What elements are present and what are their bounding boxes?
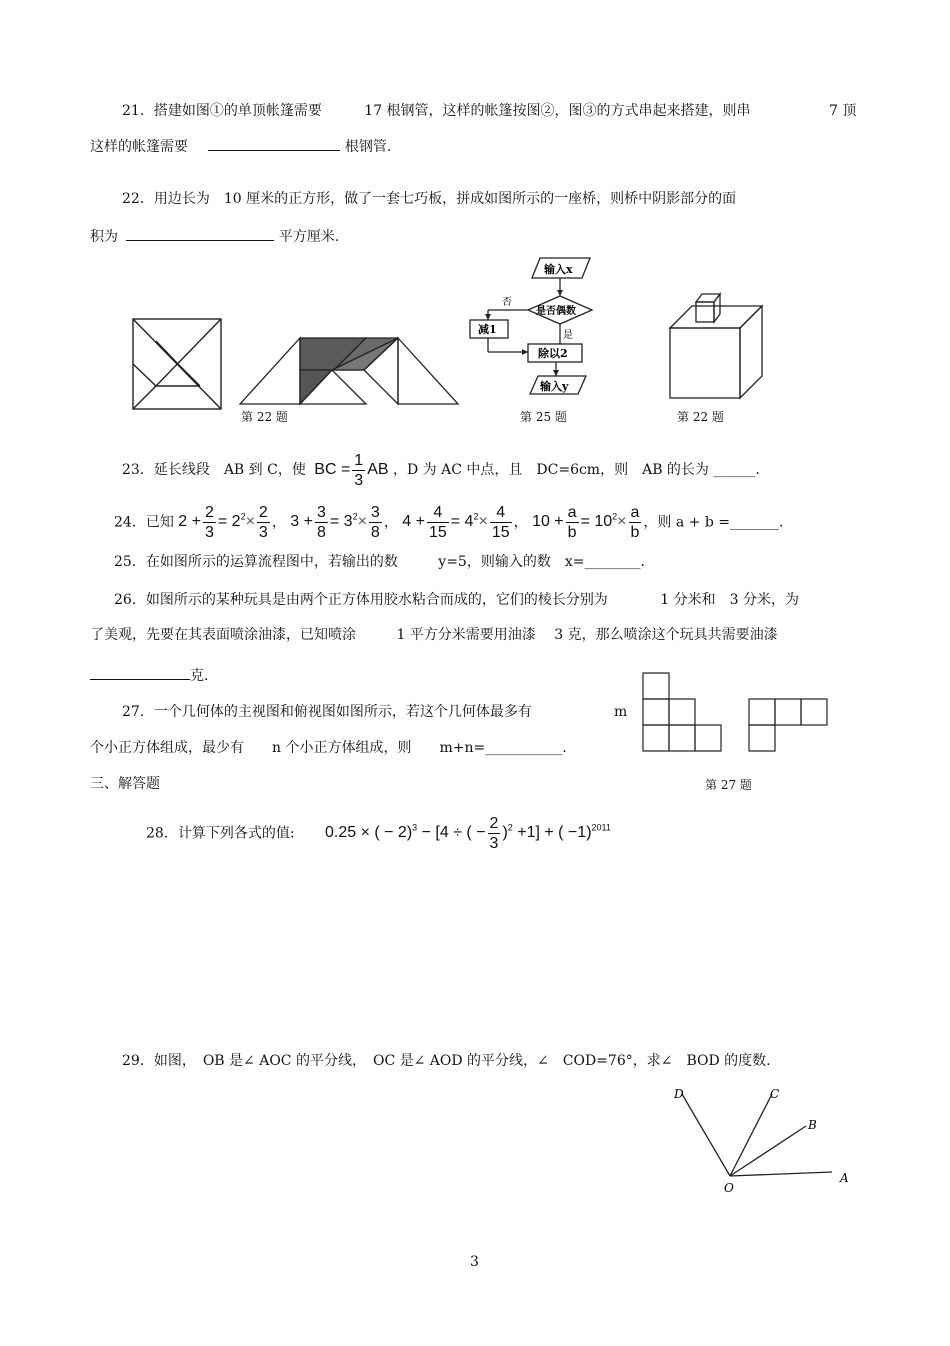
q25-text-b[interactable]: y=5，则输入的数 x=________.: [438, 554, 645, 570]
q24-t4-x: ×: [617, 513, 627, 531]
q23-answer-blank[interactable]: ______.: [713, 462, 760, 478]
q24-t1-exp: 2: [240, 512, 246, 522]
q24-t2-x: ×: [357, 513, 367, 531]
q24-sep1: ，: [271, 514, 286, 531]
q24-lead: 24．已知: [114, 514, 174, 531]
q24-t4: [532, 503, 643, 541]
q27-caption: 第 27 题: [705, 778, 752, 792]
cube-toy-figure: [668, 288, 764, 400]
q28-expr-c: ): [502, 824, 508, 842]
q24-t2: [290, 503, 384, 541]
q22-answer-blank[interactable]: [126, 226, 274, 241]
q26-line3: [90, 665, 208, 686]
q21-answer-blank[interactable]: [208, 136, 340, 151]
q28-expression: [324, 814, 611, 852]
q24-t3-b: = 4: [450, 513, 474, 531]
q23-fraction: [352, 451, 365, 490]
q24-t4-b: = 10: [580, 513, 613, 531]
q28-frac-den: 3: [489, 834, 499, 852]
bridge-caption: 第 22 题: [241, 410, 288, 424]
q24-t3-x: ×: [478, 513, 488, 531]
q24-t2-den: 8: [316, 523, 326, 541]
q23-frac-den: 3: [354, 471, 364, 489]
q23-text-b: ，D 为 AC 中点，且 DC=6cm，则 AB 的长为: [393, 462, 709, 478]
q24-t2-num: 3: [316, 503, 326, 521]
q24-t3-num2: 4: [490, 503, 512, 523]
section-heading: 三、解答题: [90, 776, 160, 792]
q22-line2: [90, 226, 339, 247]
q23-bc: BC =: [314, 461, 351, 478]
tangram-bridge-figure: [238, 336, 460, 406]
q24-t2-frac2: [369, 503, 382, 542]
q26-text-b: 1 分米和 3 分米，为: [660, 592, 799, 608]
flowchart-figure: [466, 256, 596, 406]
q28-lead: 28．计算下列各式的值:: [146, 825, 295, 842]
q24-t3: [402, 503, 513, 541]
q27-m: m: [614, 704, 628, 720]
q26-text-e: 克.: [190, 668, 209, 684]
q24-t2-exp: 2: [352, 512, 358, 522]
q26-text-a: 26．如图所示的某种玩具是由两个正方体用胶水粘合而成的，它们的棱长分别为: [114, 592, 608, 608]
q23-frac-num: 1: [354, 451, 364, 469]
flowchart-caption: 第 25 题: [520, 410, 567, 424]
q24-line: [114, 497, 783, 542]
q24-t3-a: 4 +: [402, 513, 425, 531]
top-view-figure: [748, 698, 830, 754]
q24-t1-frac2: [257, 503, 270, 542]
q26-line2: [90, 625, 778, 645]
q24-tail[interactable]: ，则 a + b =_______.: [643, 514, 784, 531]
q25-line: [114, 552, 645, 572]
q24-t1-b: = 2: [217, 513, 241, 531]
q24-t2-a: 3 +: [290, 513, 313, 531]
flow-decision-label: 是否偶数: [536, 306, 576, 317]
q21-text-a: 21．搭建如图①的单顶帐篷需要: [122, 103, 322, 119]
q27-answer-blank[interactable]: ___________.: [485, 740, 567, 756]
q24-t2-den2: 8: [370, 523, 380, 541]
q24-t1-num: 2: [204, 503, 214, 521]
q22-line1: 22．用边长为 10 厘米的正方形，做了一套七巧板，拼成如图所示的一座桥，则桥中阴影部分的面: [122, 191, 737, 207]
flow-yes-label: 是: [563, 330, 573, 341]
q24-t3-den: 15: [428, 523, 447, 541]
label-c: C: [770, 1087, 780, 1101]
q24-t4-frac2: [629, 503, 642, 542]
q25-text-a: 25．在如图所示的运算流程图中，若输出的数: [114, 554, 398, 570]
page-number: 3: [470, 1254, 479, 1270]
q23-ab: AB: [367, 461, 389, 478]
q21-line2: [90, 136, 391, 157]
q24-t4-exp: 2: [612, 512, 618, 522]
q24-t1: [178, 503, 272, 541]
cube-toy-caption: 第 22 题: [677, 410, 724, 424]
q26-line1: [114, 590, 799, 610]
q24-t2-frac1: [315, 503, 328, 542]
label-d: D: [674, 1087, 684, 1101]
q24-t3-frac2: [490, 503, 512, 542]
q26-text-d: 1 平方分米需要用油漆 3 克，那么喷涂这个玩具共需要油漆: [396, 627, 778, 643]
q28-fraction: [488, 814, 501, 853]
flow-divide-label: 除以2: [538, 347, 568, 360]
q27-line2: [90, 738, 567, 758]
q24-t3-frac1: [427, 503, 449, 542]
q22-text-a: 积为: [90, 229, 118, 245]
q21-text-b: 17 根钢管，这样的帐篷按图②，图③的方式串起来搭建，则串: [364, 103, 751, 119]
q24-t2-b: = 3: [329, 513, 353, 531]
flow-output-label: 输入y: [540, 380, 569, 393]
q24-t1-a: 2 +: [178, 513, 201, 531]
q24-t3-num: 4: [427, 503, 449, 523]
q24-t1-num2: 2: [258, 503, 268, 521]
q22-text-b: 平方厘米.: [278, 229, 340, 245]
q24-t3-den2: 15: [491, 523, 510, 541]
q28-exp2: 2: [507, 823, 513, 833]
q28-frac-num: 2: [489, 814, 499, 832]
q24-t4-num: a: [567, 503, 577, 521]
q21-line1-end: 7 顶: [829, 103, 857, 119]
q28-expr-d: +1] + ( −1): [517, 824, 592, 842]
angle-figure: [672, 1084, 852, 1194]
q24-t2-num2: 3: [370, 503, 380, 521]
q21-text-d: 根钢管.: [344, 139, 392, 155]
front-view-figure: [642, 672, 724, 752]
q26-answer-blank[interactable]: [90, 665, 190, 680]
label-o: O: [724, 1181, 734, 1195]
q28-exp2011: 2011: [591, 823, 611, 833]
flow-no-label: 否: [502, 297, 512, 308]
flow-minus-label: 减1: [478, 323, 497, 336]
q24-t1-frac1: [203, 503, 216, 542]
q24-t1-x: ×: [245, 513, 255, 531]
q21-text-c: 这样的帐篷需要: [90, 139, 188, 155]
q28-line: [146, 808, 611, 853]
q29-line: 29．如图， OB 是∠ AOC 的平分线， OC 是∠ AOD 的平分线，∠ COD=76°，求∠ BOD 的度数.: [122, 1053, 771, 1069]
label-a: A: [840, 1171, 849, 1185]
label-b: B: [808, 1118, 817, 1132]
q24-sep2: ，: [383, 514, 398, 531]
q24-t1-den2: 3: [258, 523, 268, 541]
flow-input-label: 输入x: [544, 263, 573, 276]
q28-expr-a: 0.25 × ( − 2): [324, 824, 413, 842]
q28-exp3: 3: [412, 823, 418, 833]
q21-line1: [122, 101, 751, 121]
q24-t4-den2: b: [630, 523, 640, 541]
q24-t4-num2: a: [630, 503, 640, 521]
q28-expr-b: − [4 ÷ ( −: [421, 824, 486, 842]
q27-text-a: 个小正方体组成，最少有 n 个小正方体组成，则 m+n=: [90, 740, 486, 756]
q24-t4-den: b: [567, 523, 577, 541]
q24-sep3: ，: [513, 514, 528, 531]
q24-t1-den: 3: [204, 523, 214, 541]
q24-t4-frac1: [566, 503, 579, 542]
q26-text-c: 了美观，先要在其表面喷涂油漆，已知喷涂: [90, 627, 356, 643]
q24-t3-exp: 2: [473, 512, 479, 522]
q23-text-a: 23．延长线段 AB 到 C，使: [122, 462, 306, 478]
tangram-square-figure: [132, 318, 222, 410]
q27-line1: 27．一个几何体的主视图和俯视图如图所示，若这个几何体最多有: [122, 704, 532, 720]
q24-t4-a: 10 +: [532, 513, 564, 531]
q23-line: [122, 450, 760, 490]
